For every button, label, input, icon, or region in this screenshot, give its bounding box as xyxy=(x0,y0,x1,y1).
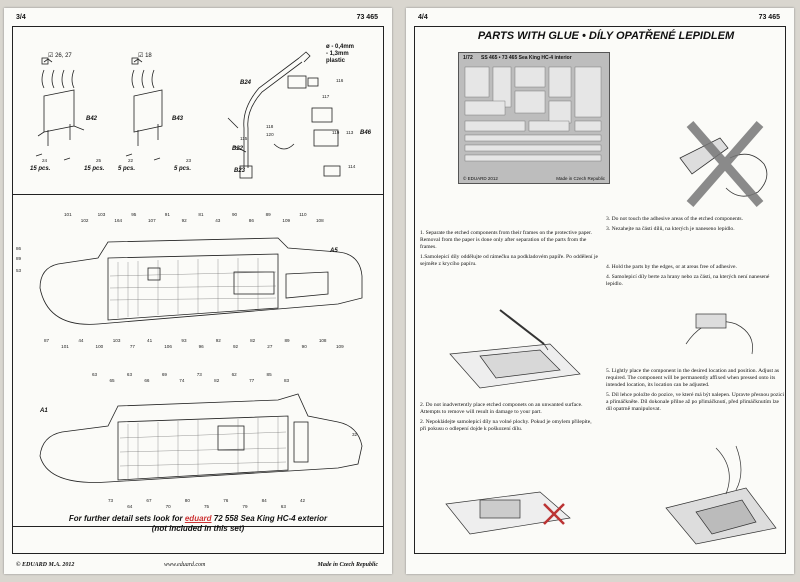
further-prefix: For further detail sets look for xyxy=(68,514,183,523)
num-115: 115 xyxy=(240,136,248,141)
fuselage-diagram-a1 xyxy=(38,386,368,496)
left-made-in: Made in Czech Republic xyxy=(317,562,378,568)
step-5 xyxy=(606,368,784,416)
holding-part-illustration xyxy=(666,294,776,364)
cutting-illustration xyxy=(440,304,590,394)
a1-bottom-callout: 42 xyxy=(300,498,306,503)
a1-bottom-callout: 63 xyxy=(280,504,286,509)
a1-top-callout: 82 xyxy=(214,378,220,383)
a1-bottom-callout: 76 xyxy=(223,498,229,503)
a5-bottom-callout: 93 xyxy=(181,338,187,343)
a1-top-callout: 83 xyxy=(284,378,290,383)
a5-bottom-callout: 27 xyxy=(267,344,273,349)
a1-bottom-callout: 84 xyxy=(261,498,267,503)
plastic-spec-2: - 1,3mm xyxy=(326,51,349,57)
step-4-cz: 4. Samolepicí díly berte za hrany nebo za části, na kterých není nanesené lepidlo. xyxy=(606,274,770,287)
a1-top-callout: 73 xyxy=(196,372,202,377)
pcs-2: 15 pcs. xyxy=(84,166,105,172)
a5-top-callout: 103 xyxy=(97,212,106,217)
a5-top-callout: 81 xyxy=(198,212,204,217)
a5-bottom-callout: 44 xyxy=(78,338,84,343)
a5-left-86: 86 xyxy=(16,246,22,251)
etched-fret-image xyxy=(458,52,610,184)
a5-top-callout: 109 xyxy=(282,218,291,223)
a5-left-53: 53 xyxy=(16,268,22,273)
right-page xyxy=(406,8,794,574)
pcs-4: 5 pcs. xyxy=(174,166,192,172)
a1-bottom-callout: 67 xyxy=(146,498,152,503)
a5-bottom-callout: 87 xyxy=(44,338,50,343)
a5-top-callout: 164 xyxy=(114,218,123,223)
not-included-note: (not included in this set) xyxy=(151,524,245,533)
a5-top-callout: 101 xyxy=(64,212,72,217)
section-a5-label: A5 xyxy=(330,248,338,254)
a1-bottom-callout: 73 xyxy=(108,498,114,503)
fret-title: SS 465 • 73 465 Sea King HC-4 interior xyxy=(481,55,572,61)
a5-left-89: 89 xyxy=(16,256,22,261)
a5-bottom-callout: 77 xyxy=(129,344,135,349)
a5-top-callout: 91 xyxy=(164,212,170,217)
step-3-cz: 3. Nezahejte na části dílů, na kterých je naneseno lepidlo. xyxy=(606,226,735,232)
a1-bottom-callout: 70 xyxy=(165,504,171,509)
a5-bottom-callout: 90 xyxy=(301,344,307,349)
label-b22: B22 xyxy=(232,146,244,152)
eduard-logo: eduard xyxy=(184,514,212,523)
step-5-en: 5. Lightly place the component in the desired location and position. Adjust as required. The component will be permanently affixed when pressed onto its intended location, its location can be adjusted. xyxy=(606,368,780,388)
a5-top-callout: 102 xyxy=(80,218,89,223)
num-117: 117 xyxy=(322,94,330,99)
left-page xyxy=(4,8,392,574)
a5-bottom-callout: 82 xyxy=(250,338,256,343)
step-2-cz: 2. Nepokládejte samolepicí díly na volné plochy. Pokud je omylem přilepíte, při pokusu o odlepení dojde k poškození dílu. xyxy=(420,419,592,432)
step-4-en: 4. Hold the parts by the edges, or at areas free of adhesive. xyxy=(606,264,737,270)
placing-component-illustration xyxy=(656,438,786,548)
a1-top-callout: 85 xyxy=(266,372,272,377)
step-2 xyxy=(420,402,598,436)
step-1-en: 1. Separate the etched components from their frames on the protective paper. Removal from the paper is done only after separation of the parts from the frames. xyxy=(420,230,592,250)
a5-bottom-callout: 96 xyxy=(198,344,204,349)
a5-bottom-callout: 100 xyxy=(95,344,104,349)
a5-bottom-callout: 92 xyxy=(215,338,221,343)
a5-bottom-callout: 92 xyxy=(232,344,239,349)
step-1 xyxy=(420,230,600,271)
callout-g1: 26, 27 xyxy=(55,53,72,59)
a5-bottom-callout: 41 xyxy=(147,338,153,343)
plastic-spec-1: ø - 0,4mm xyxy=(326,44,355,50)
num-118: 118 xyxy=(266,124,274,129)
step-3 xyxy=(606,216,784,236)
a5-top-callout: 95 xyxy=(131,212,137,217)
num-116: 116 xyxy=(336,78,344,83)
num-113: 113 xyxy=(346,130,354,135)
a5-top-callout: 89 xyxy=(265,212,271,217)
a1-top-callout: 66 xyxy=(144,378,150,383)
a1-top-callout: 74 xyxy=(179,378,185,383)
a1-bottom-callout: 75 xyxy=(204,504,210,509)
section-divider xyxy=(12,194,384,195)
a1-top-callout: 69 xyxy=(161,372,167,377)
a5-top-callout: 90 xyxy=(232,212,238,217)
a5-top-callout: 108 xyxy=(316,218,324,223)
further-suffix: 72 558 Sea King HC-4 exterior xyxy=(213,514,328,523)
num-23: 23 xyxy=(186,158,192,163)
lamp-arm-assembly xyxy=(214,48,364,188)
a5-bottom-callout: 101 xyxy=(61,344,69,349)
section-banner xyxy=(446,30,766,42)
a5-top-callouts xyxy=(64,212,324,232)
left-page-number: 3/4 xyxy=(16,14,26,21)
num-119: 119 xyxy=(332,130,340,135)
banner-separator: • xyxy=(581,30,586,42)
left-set-code: 73 465 xyxy=(356,14,378,21)
a5-bottom-callout: 106 xyxy=(164,344,172,349)
a1-bottom-callout: 80 xyxy=(184,498,190,503)
step-1-cz: 1.Samolepicí díly oddělujte od rámečku na podkladovém papíře. Po oddělení je sejměte z krycího papíru. xyxy=(420,254,599,267)
a1-top-callout: 77 xyxy=(249,378,255,383)
num-22: 22 xyxy=(128,158,134,163)
num-25: 25 xyxy=(96,158,102,163)
a1-top-callout: 65 xyxy=(109,378,115,383)
fret-parts-drawing xyxy=(463,65,605,169)
section-a1-label: A1 xyxy=(40,408,48,414)
label-b43: B43 xyxy=(172,116,184,122)
banner-czech: DÍLY OPATŘENÉ LEPIDLEM xyxy=(588,30,735,42)
left-url: www.eduard.com xyxy=(164,562,206,568)
a1-top-callout: 63 xyxy=(126,372,133,377)
hanger-assembly-b42 xyxy=(34,56,114,166)
a1-bottom-callout: 79 xyxy=(242,504,248,509)
left-copyright: © EDUARD M.A. 2012 xyxy=(16,562,75,568)
do-not-touch-illustration xyxy=(670,118,780,208)
num-24: 24 xyxy=(42,158,48,163)
pcs-1: 15 pcs. xyxy=(30,166,51,172)
callout-g2: 18 xyxy=(145,53,152,59)
step-4 xyxy=(606,264,784,291)
pcs-3: 5 pcs. xyxy=(118,166,136,172)
label-b24: B24 xyxy=(240,80,252,86)
wrong-placement-illustration xyxy=(440,478,590,548)
label-b23: B23 xyxy=(234,168,246,174)
label-b42: B42 xyxy=(86,116,98,122)
a1-top-callout: 63 xyxy=(92,372,98,377)
a1-top-callout: 62 xyxy=(231,372,237,377)
a5-bottom-callouts xyxy=(44,338,344,358)
num-114: 114 xyxy=(348,164,356,169)
plastic-spec-3: plastic xyxy=(326,58,346,64)
a1-bottom-callout: 64 xyxy=(127,504,133,509)
hanger-assembly-b43 xyxy=(124,56,204,166)
a5-top-callout: 92 xyxy=(181,218,187,223)
a5-bottom-callout: 89 xyxy=(284,338,290,343)
further-sets-note xyxy=(24,514,372,534)
fret-made-in: Made in Czech Republic xyxy=(556,176,605,181)
a1-top-callouts xyxy=(92,372,292,392)
a1-right-32: 32 xyxy=(352,432,358,437)
fret-scale: 1/72 xyxy=(463,55,473,61)
a5-top-callout: 43 xyxy=(215,218,221,223)
num-120: 120 xyxy=(266,132,274,137)
step-2-en: 2. Do not inadvertently place etched componets on an unwanted surface. Attempts to remove will result in damage to your part. xyxy=(420,402,583,415)
right-page-number: 4/4 xyxy=(418,14,428,21)
banner-english: PARTS WITH GLUE xyxy=(477,30,579,42)
a5-bottom-callout: 108 xyxy=(318,338,327,343)
step-5-cz: 5. Díl lehce položte do pozice, ve které má být nalepen. Upravte přesnou pozici a přimáčkněte. Díl dokonale přilne až po přimáčknutí, před přimáčknutím lze díl opatrně manipulovat. xyxy=(606,392,785,412)
label-b46: B46 xyxy=(360,130,372,136)
checkbox-icon: ☑ xyxy=(138,53,144,59)
fret-copyright: © EDUARD 2012 xyxy=(463,176,498,181)
checkbox-icon: ☑ xyxy=(48,53,54,59)
a5-top-callout: 110 xyxy=(299,212,307,217)
fuselage-diagram-a5 xyxy=(38,228,368,348)
a5-bottom-callout: 103 xyxy=(112,338,121,343)
a5-bottom-callout: 109 xyxy=(336,344,344,349)
a5-top-callout: 107 xyxy=(148,218,156,223)
right-set-code: 73 465 xyxy=(758,14,780,21)
a5-top-callout: 86 xyxy=(248,218,254,223)
step-3-en: 3. Do not touch the adhesive areas of the etched components. xyxy=(606,216,744,222)
